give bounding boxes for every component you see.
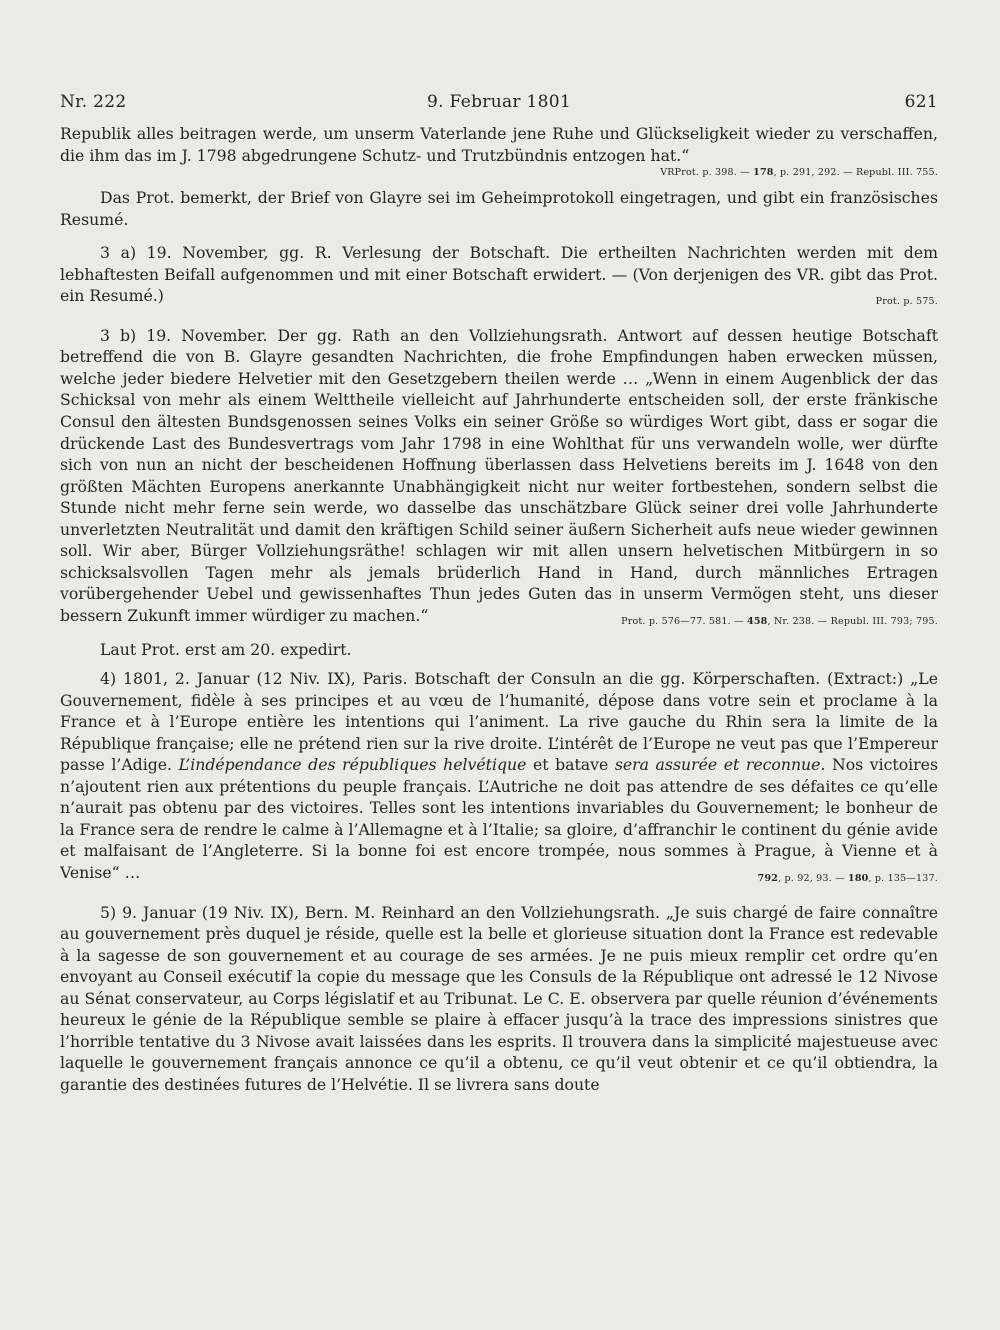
source-reference: 792, p. 92, 93. — 180, p. 135—137.: [757, 872, 938, 884]
paragraph-continuation: Republik alles beitragen werde, um unserm Vaterlande jene Ruhe und Glückseligkeit wieder zu verschaffen, die ihm das im J. 1798 abgedrungene Schutz- und Trutzbündnis entzogen hat.“: [60, 124, 938, 165]
source-reference: Prot. p. 575.: [875, 296, 938, 308]
paragraph-protocol-note: Das Prot. bemerkt, der Brief von Glayre sei im Geheimprotokoll eingetragen, und gibt ein französisches Resumé.: [60, 188, 938, 229]
page-header: [60, 92, 938, 112]
page-number: 621: [904, 92, 938, 112]
header-date: 9. Februar 1801: [427, 92, 571, 112]
paragraph-4: 4) 1801, 2. Januar (12 Niv. IX), Paris. Botschaft der Consuln an die gg. Körperschaften. (Extract:) „Le Gouvernement, fidèle à ses principes et au vœu de l’humanité, dépose dans votre sein et proclame à la France et à l’Europe entière les intentions qui l’animent. La rive gauche du Rhin sera la limite de la République française; elle ne prétend rien sur la rive droite. L’intérêt de l’Europe ne veut pas que l’Empereur passe l’Adige. L’indépendance des républiques helvétique et batave sera assurée et reconnue. Nos victoires n’ajoutent rien aux prétentions du peuple français. L’Autriche ne doit pas attendre de ses défaites ce qu’elle n’aurait pas obtenu par des victoires. Telles sont les intentions invariables du Gouvernement; le bonheur de la France sera de rendre le calme à l’Allemagne et à l’Italie; sa gloire, d’affranchir le continent du génie avide et malfaisant de l’Angleterre. Si la bonne foi est encore trompée, nous sommes à Prague, à Vienne et à Venise“ … 792, p. 92, 93. — 180, p. 135—137.: [60, 668, 938, 889]
paragraph-5: 5) 9. Januar (19 Niv. IX), Bern. M. Reinhard an den Vollziehungsrath. „Je suis chargé de faire connaître au gouvernement près duquel je réside, quelle est la belle et glorieuse situation dont la France est redevable à la sagesse de son gouvernement et au courage de ses armées. Je ne puis mieux remplir cet ordre qu’en envoyant au Conseil exécutif la copie du message que les Consuls de la République ont adressé le 12 Nivose au Sénat conservateur, au Corps législatif et au Tribunat. Le C. E. observera par quelle réunion d’événements heureux le génie de la République semble se plaire à effacer jusqu’à la trace des impressions sinistres que l’horrible tentative du 3 Nivose avait laissées dans les esprits. Il trouvera dans la simplicité majestueuse avec laquelle le gouvernement français annonce ce qu’il a obtenu, ce qu’il veut obtenir et ce qu’il obtiendra, la garantie des destinées futures de l’Helvétie. Il se livrera sans doute: [60, 902, 938, 1094]
document-number: Nr. 222: [60, 92, 127, 112]
paragraph-3b: 3 b) 19. November. Der gg. Rath an den Vollziehungsrath. Antwort auf dessen heutige Botschaft betreffend die von B. Glayre gesandten Nachrichten, die frohe Empfindungen haben erwecken müssen, welche jeder biedere Helvetier mit den Gesetzgebern theilen werde … „Wenn in einem Augenblick der das Schicksal von mehr als einem Welttheile vielleicht auf Jahrhunderte entscheiden soll, der erste fränkische Consul den ältesten Bundsgenossen seines Volks ein seiner Größe so würdiges Wort gibt, dass er sogar die drückende Last des Bundesvertrags vom Jahr 1798 in eine Wohlthat für uns verwandeln wolle, wer dürfte sich von nun an nicht der bescheidenen Hoffnung überlassen dass Helvetiens bereits im J. 1648 von den größten Mächten Europens anerkannte Unabhängigkeit nicht nur weiter fortbestehen, sondern selbst die Stunde nicht mehr ferne sein werde, wo dasselbe das unschätzbare Glück seiner drei volle Jahrhunderte unverletzten Neutralität und damit den kräftigen Schild seiner äußern Sicherheit aufs neue wieder gewinnen soll. Wir aber, Bürger Vollziehungsräthe! schlagen wir mit allen unsern helvetischen Mitbürgern in so schicksalsvollen Tagen mehr als jemals brüderlich Hand in Hand, durch männliches Ertragen vorübergehender Uebel und gewissenhaftes Thun jedes Guten das in unserm Vermögen steht, uns dieser bessern Zukunft immer würdiger zu machen.“ Prot. p. 576—77. 581. — 458, Nr. 238. — Republ. III. 793; 795.: [60, 325, 938, 633]
document-body: [60, 123, 938, 1095]
source-reference: Prot. p. 576—77. 581. — 458, Nr. 238. — Republ. III. 793; 795.: [621, 615, 938, 627]
paragraph-3a: 3 a) 19. November, gg. R. Verlesung der Botschaft. Die ertheilten Nachrichten werden mit dem lebhaftesten Beifall aufgenommen und mit einer Botschaft erwidert. — (Von derjenigen des VR. gibt das Prot. ein Resumé.) Prot. p. 575.: [60, 242, 938, 313]
paragraph-expedirt: Laut Prot. erst am 20. expedirt.: [100, 640, 352, 660]
source-reference: VRProt. p. 398. — 178, p. 291, 292. — Republ. III. 755.: [660, 167, 938, 179]
